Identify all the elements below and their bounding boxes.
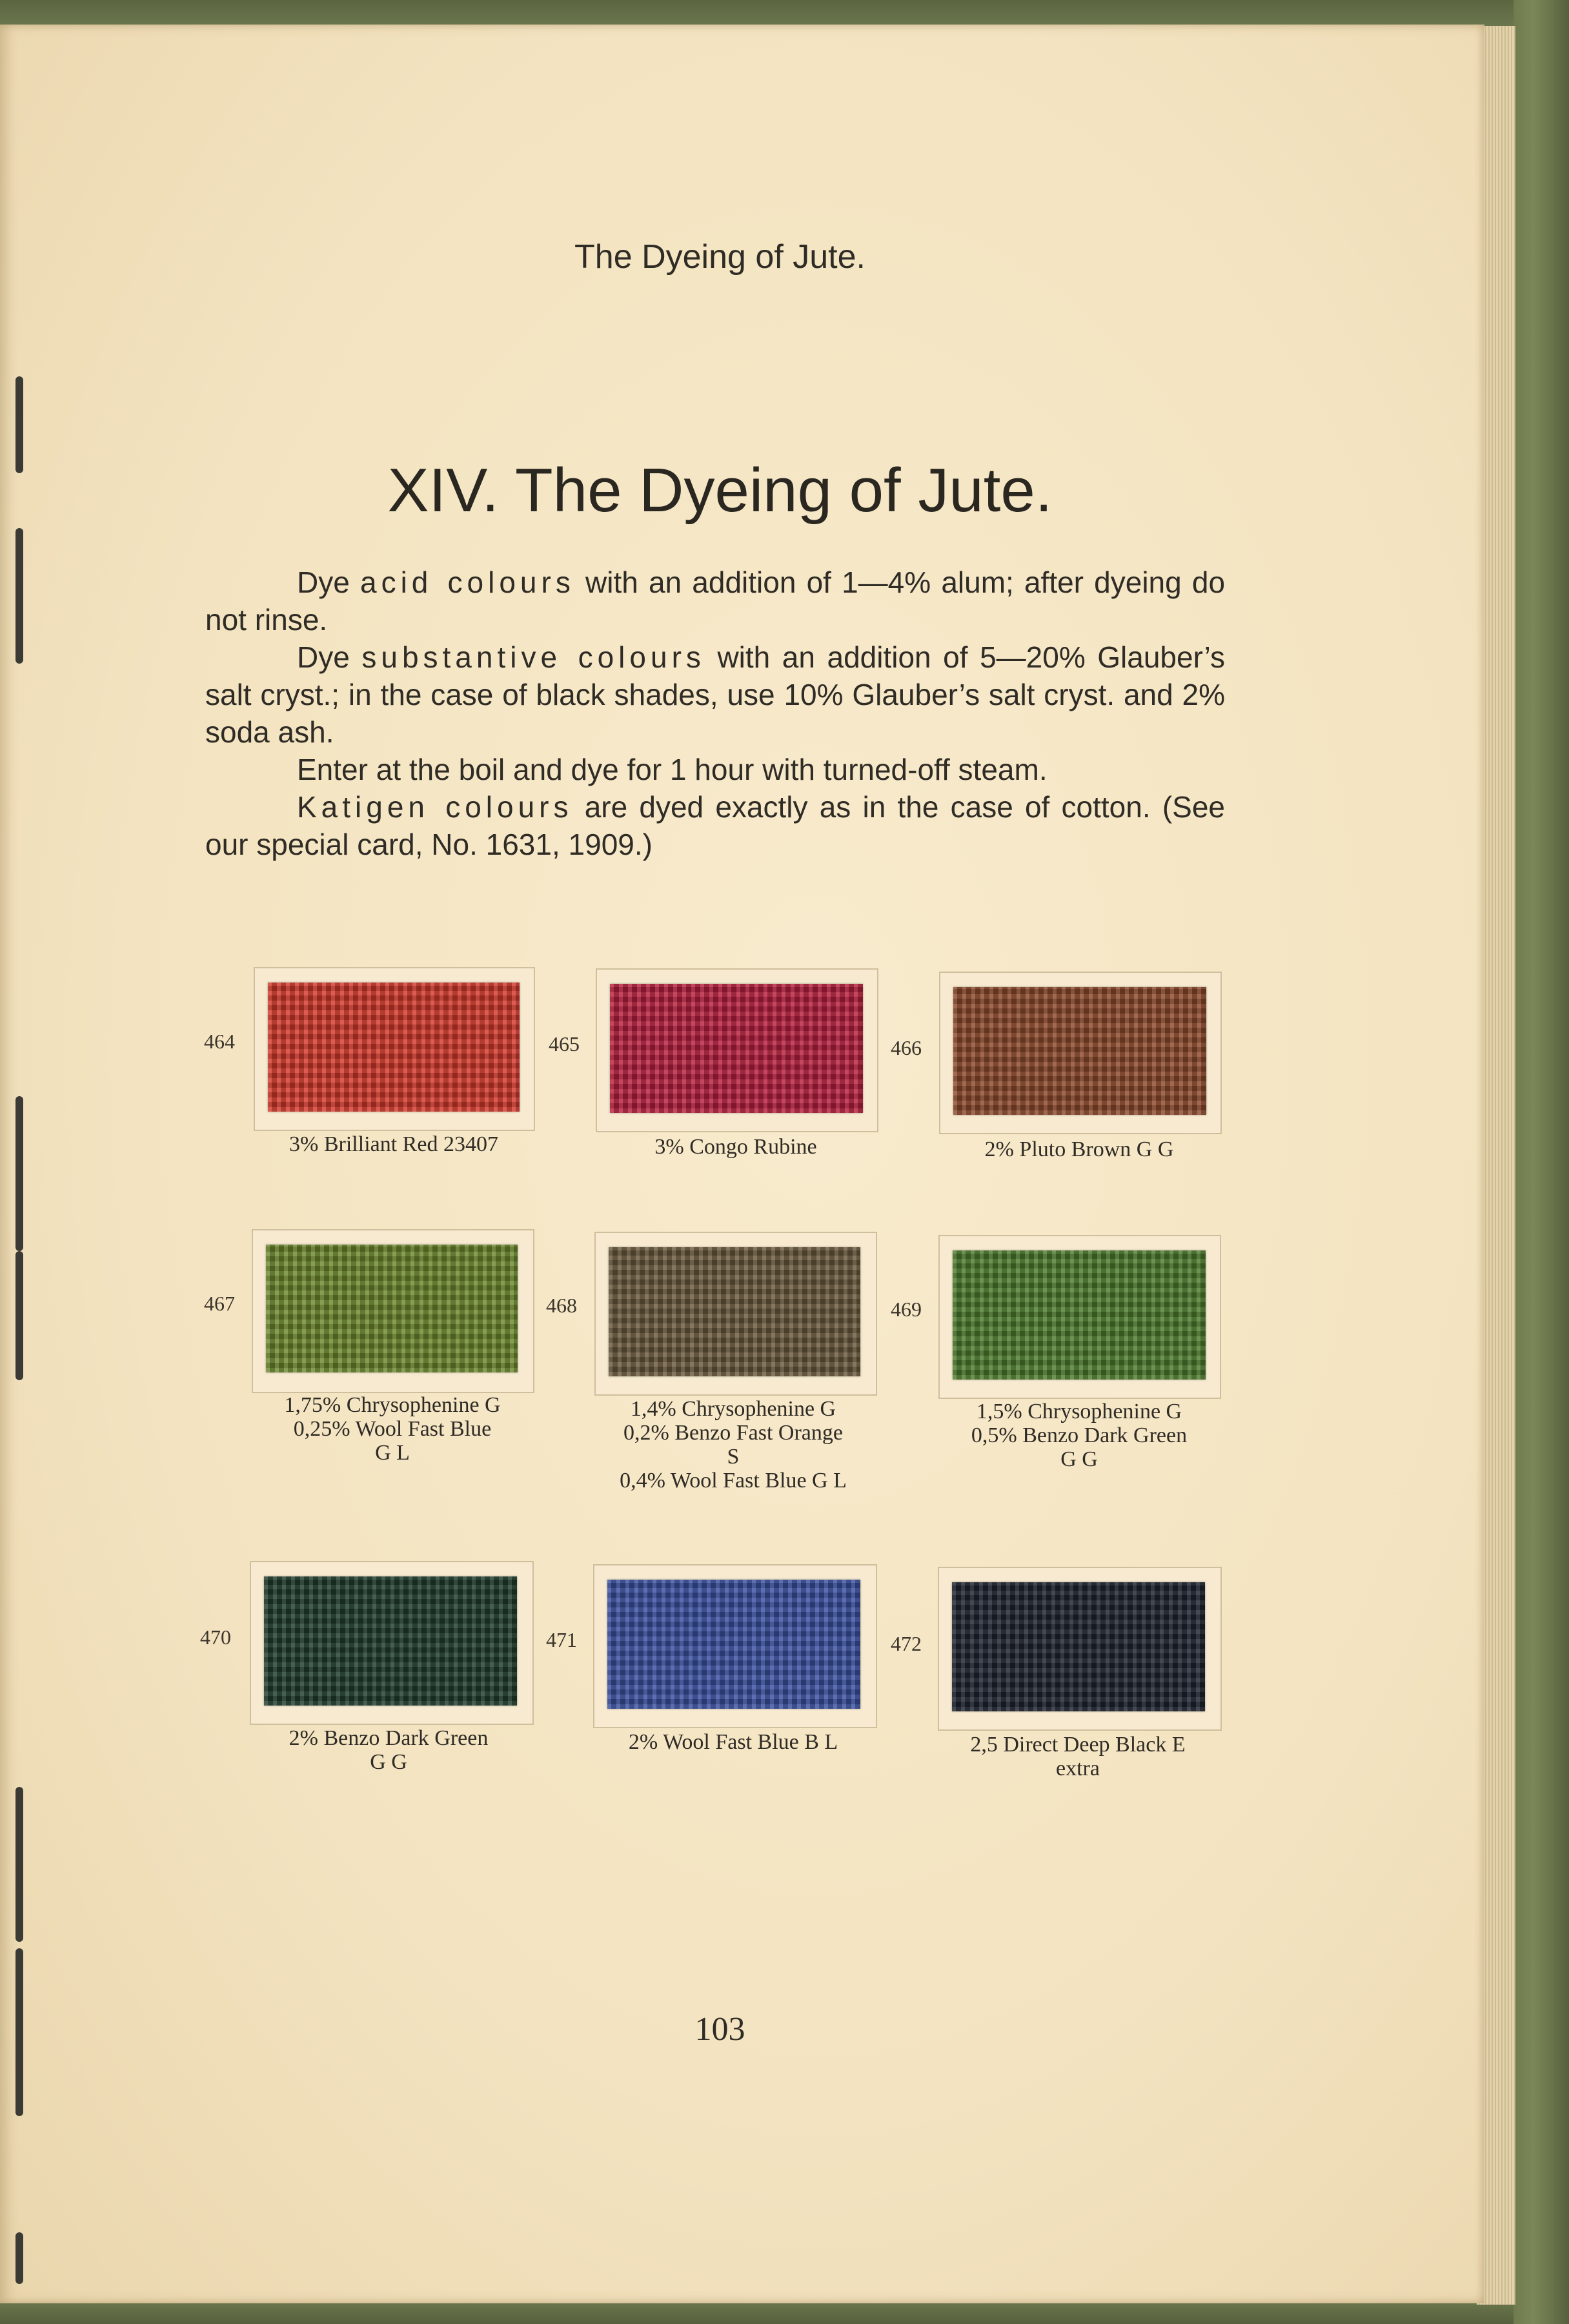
book-cover-edge: [1513, 0, 1569, 2324]
paragraph-substantive-colours: Dye substantive colours with an addition of 5—20% Glauber’s salt cryst.; in the case of black shades, use 10% Glauber’s salt cryst. and 2% soda ash.: [205, 640, 1226, 749]
swatch-card: [939, 972, 1222, 1134]
swatch-number: 464: [204, 1030, 235, 1053]
swatch-caption: 2% Wool Fast Blue B L: [628, 1730, 838, 1754]
swatch-card: [594, 1232, 877, 1396]
swatch-caption: 3% Congo Rubine: [654, 1135, 817, 1159]
swatch-card: [250, 1561, 534, 1725]
fabric-swatch: [610, 984, 863, 1113]
swatch-number: 472: [891, 1632, 922, 1655]
swatch-caption: 1,75% Chrysophenine G 0,25% Wool Fast Blue G L: [284, 1393, 501, 1465]
page-number: 103: [694, 2011, 745, 2048]
binding-stitch: [15, 1251, 23, 1380]
binding-stitch: [15, 2232, 23, 2284]
swatch-card: [938, 1235, 1221, 1399]
swatch-caption: 1,4% Chrysophenine G 0,2% Benzo Fast Orange S 0,4% Wool Fast Blue G L: [620, 1397, 847, 1493]
swatch-number: 471: [546, 1628, 577, 1651]
swatch-caption: 1,5% Chrysophenine G 0,5% Benzo Dark Green G G: [971, 1400, 1188, 1471]
swatch-caption: 2% Pluto Brown G G: [984, 1137, 1174, 1161]
running-head: The Dyeing of Jute.: [574, 238, 865, 276]
book-page: [0, 25, 1484, 2303]
swatch-caption: 2,5 Direct Deep Black E extra: [970, 1733, 1186, 1780]
fabric-swatch: [264, 1576, 517, 1706]
fabric-swatch: [952, 1582, 1205, 1711]
fabric-swatch: [609, 1247, 860, 1376]
swatch-number: 469: [891, 1298, 922, 1321]
paragraph-boil: Enter at the boil and dye for 1 hour with turned-off steam.: [297, 753, 1048, 786]
binding-stitch: [15, 528, 23, 664]
fabric-swatch: [266, 1245, 518, 1372]
swatch-number: 468: [546, 1294, 577, 1317]
swatch-number: 465: [549, 1032, 580, 1055]
swatch-card: [596, 968, 878, 1132]
chapter-title: XIV. The Dyeing of Jute.: [387, 456, 1053, 525]
swatch-caption: 2% Benzo Dark Green G G: [288, 1726, 489, 1774]
swatch-card: [254, 967, 535, 1131]
swatch-caption: 3% Brilliant Red 23407: [289, 1132, 498, 1156]
paragraph-acid-colours: Dye acid colours with an addition of 1—4% alum; after dyeing do not rinse.: [205, 566, 1226, 637]
swatch-card: [593, 1564, 877, 1728]
swatch-number: 470: [200, 1626, 231, 1649]
binding-stitch: [15, 1787, 23, 1942]
fabric-swatch: [953, 1250, 1206, 1380]
body-text: [205, 564, 1225, 863]
swatch-number: 466: [891, 1036, 922, 1059]
swatch-card: [938, 1567, 1222, 1731]
binding-stitch: [15, 1096, 23, 1251]
swatch-card: [252, 1229, 534, 1393]
paragraph-katigen: Katigen colours are dyed exactly as in the case of cotton. (See our special card, No. 1631, 1909.): [205, 790, 1225, 861]
swatch-number: 467: [204, 1292, 235, 1315]
fabric-swatch: [268, 983, 520, 1112]
fabric-swatch: [953, 987, 1206, 1115]
fabric-swatch: [607, 1580, 860, 1709]
